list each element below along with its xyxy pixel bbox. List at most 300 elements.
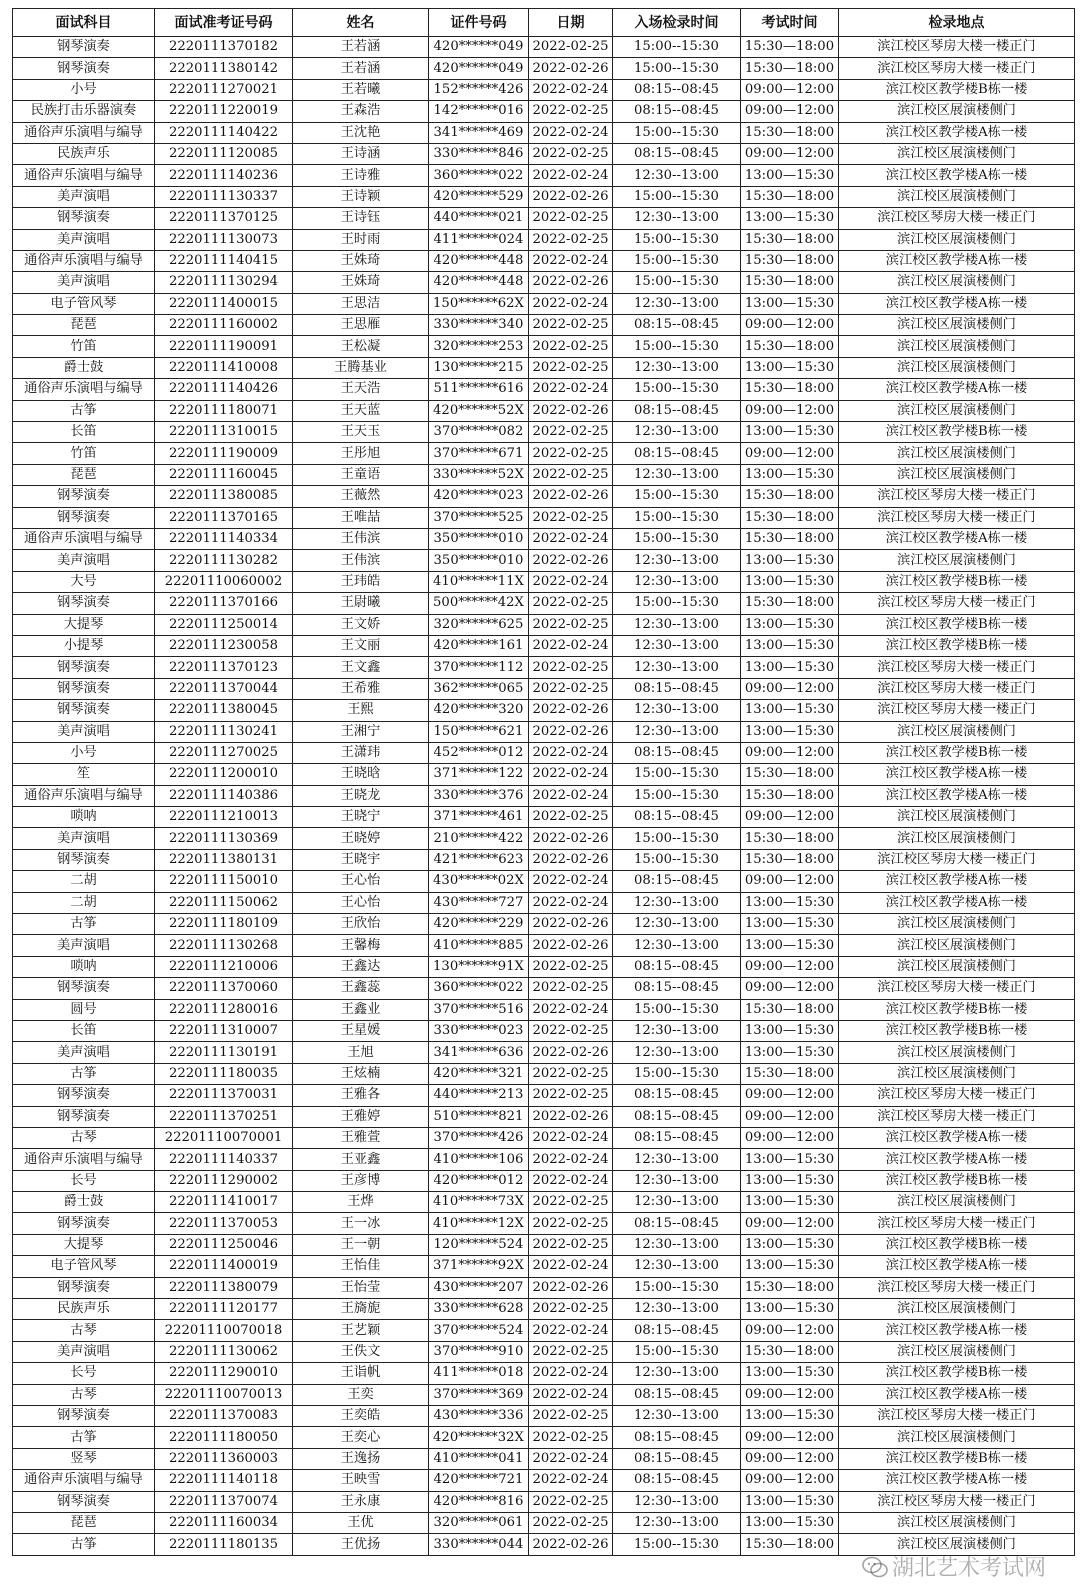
cell-date: 2022-02-25	[529, 1427, 613, 1448]
cell-name: 王文鑫	[293, 657, 429, 678]
cell-checkin-location: 滨江校区展演楼侧门	[839, 1341, 1075, 1362]
table-row	[13, 871, 1075, 892]
cell-date: 2022-02-25	[529, 1213, 613, 1234]
cell-ticket-number: 2220111370125	[155, 208, 293, 229]
cell-date: 2022-02-25	[529, 1341, 613, 1362]
cell-ticket-number: 2220111180035	[155, 1063, 293, 1084]
cell-id-number: 410******885	[429, 935, 529, 956]
cell-checkin-location: 滨江校区展演楼侧门	[839, 272, 1075, 293]
cell-subject: 钢琴演奏	[13, 1085, 155, 1106]
table-row	[13, 978, 1075, 999]
cell-date: 2022-02-26	[529, 486, 613, 507]
cell-checkin-time: 12:30--13:00	[613, 571, 741, 592]
cell-date: 2022-02-26	[529, 1277, 613, 1298]
cell-ticket-number: 2220111210006	[155, 956, 293, 977]
cell-id-number: 421******623	[429, 849, 529, 870]
cell-id-number: 430******336	[429, 1406, 529, 1427]
cell-exam-time: 15:30—18:00	[741, 593, 839, 614]
cell-checkin-location: 滨江校区展演楼侧门	[839, 400, 1075, 421]
cell-id-number: 130******91X	[429, 956, 529, 977]
cell-id-number: 420******049	[429, 37, 529, 58]
cell-name: 王天浩	[293, 379, 429, 400]
cell-id-number: 330******52X	[429, 464, 529, 485]
cell-exam-time: 13:00—15:30	[741, 914, 839, 935]
cell-subject: 电子管风琴	[13, 1256, 155, 1277]
cell-exam-time: 15:30—18:00	[741, 122, 839, 143]
table-row	[13, 101, 1075, 122]
cell-checkin-location: 滨江校区琴房大楼一楼正门	[839, 507, 1075, 528]
cell-checkin-location: 滨江校区教学楼A栋一楼	[839, 1127, 1075, 1148]
table-row	[13, 293, 1075, 314]
cell-checkin-location: 滨江校区展演楼侧门	[839, 550, 1075, 571]
cell-checkin-time: 15:00--15:30	[613, 250, 741, 271]
cell-ticket-number: 22201110060002	[155, 571, 293, 592]
cell-checkin-location: 滨江校区教学楼B栋一楼	[839, 1234, 1075, 1255]
cell-name: 王雅各	[293, 1085, 429, 1106]
table-row	[13, 1470, 1075, 1491]
cell-name: 王旭	[293, 1042, 429, 1063]
cell-checkin-location: 滨江校区展演楼侧门	[839, 229, 1075, 250]
cell-date: 2022-02-25	[529, 1192, 613, 1213]
table-row	[13, 1299, 1075, 1320]
cell-checkin-time: 15:00--15:30	[613, 186, 741, 207]
cell-name: 王尉曦	[293, 593, 429, 614]
table-row	[13, 742, 1075, 763]
cell-exam-time: 13:00—15:30	[741, 208, 839, 229]
cell-ticket-number: 2220111290010	[155, 1363, 293, 1384]
cell-checkin-time: 12:30--13:00	[613, 1491, 741, 1512]
cell-checkin-location: 滨江校区展演楼侧门	[839, 357, 1075, 378]
cell-subject: 美声演唱	[13, 550, 155, 571]
cell-exam-time: 13:00—15:30	[741, 165, 839, 186]
cell-checkin-time: 12:30--13:00	[613, 1149, 741, 1170]
cell-checkin-time: 15:00--15:30	[613, 1277, 741, 1298]
cell-id-number: 150******62X	[429, 293, 529, 314]
cell-id-number: 330******846	[429, 143, 529, 164]
cell-id-number: 320******061	[429, 1512, 529, 1533]
table-row	[13, 657, 1075, 678]
cell-date: 2022-02-25	[529, 657, 613, 678]
cell-ticket-number: 2220111270025	[155, 742, 293, 763]
cell-name: 王奕	[293, 1384, 429, 1405]
table-row	[13, 1512, 1075, 1533]
cell-name: 王彦博	[293, 1170, 429, 1191]
cell-subject: 通俗声乐演唱与编导	[13, 250, 155, 271]
cell-checkin-time: 12:30--13:00	[613, 635, 741, 656]
cell-checkin-time: 08:15--08:45	[613, 315, 741, 336]
cell-name: 王一冰	[293, 1213, 429, 1234]
cell-subject: 通俗声乐演唱与编导	[13, 1149, 155, 1170]
table-row	[13, 37, 1075, 58]
cell-name: 王沈艳	[293, 122, 429, 143]
cell-name: 王晓宁	[293, 807, 429, 828]
cell-exam-time: 13:00—15:30	[741, 1234, 839, 1255]
cell-exam-time: 09:00—12:00	[741, 807, 839, 828]
cell-subject: 古筝	[13, 1534, 155, 1555]
table-row	[13, 143, 1075, 164]
cell-exam-time: 09:00—12:00	[741, 1085, 839, 1106]
cell-ticket-number: 2220111140334	[155, 528, 293, 549]
cell-date: 2022-02-25	[529, 614, 613, 635]
cell-checkin-time: 12:30--13:00	[613, 1020, 741, 1041]
cell-date: 2022-02-25	[529, 507, 613, 528]
cell-id-number: 330******628	[429, 1299, 529, 1320]
cell-subject: 钢琴演奏	[13, 486, 155, 507]
cell-name: 王亚鑫	[293, 1149, 429, 1170]
cell-checkin-time: 08:15--08:45	[613, 978, 741, 999]
cell-checkin-time: 12:30--13:00	[613, 1299, 741, 1320]
cell-exam-time: 13:00—15:30	[741, 1363, 839, 1384]
cell-checkin-time: 12:30--13:00	[613, 1234, 741, 1255]
cell-exam-time: 15:30—18:00	[741, 37, 839, 58]
cell-exam-time: 13:00—15:30	[741, 464, 839, 485]
cell-checkin-time: 12:30--13:00	[613, 1363, 741, 1384]
cell-ticket-number: 2220111310015	[155, 422, 293, 443]
cell-subject: 钢琴演奏	[13, 657, 155, 678]
cell-subject: 美声演唱	[13, 1341, 155, 1362]
cell-ticket-number: 2220111180071	[155, 400, 293, 421]
table-row	[13, 507, 1075, 528]
cell-name: 王熙	[293, 700, 429, 721]
cell-date: 2022-02-26	[529, 700, 613, 721]
table-row	[13, 79, 1075, 100]
cell-id-number: 371******461	[429, 807, 529, 828]
cell-subject: 圆号	[13, 999, 155, 1020]
table-row	[13, 1020, 1075, 1041]
cell-checkin-location: 滨江校区展演楼侧门	[839, 143, 1075, 164]
cell-date: 2022-02-24	[529, 871, 613, 892]
cell-ticket-number: 2220111370044	[155, 678, 293, 699]
cell-ticket-number: 2220111380045	[155, 700, 293, 721]
cell-checkin-time: 12:30--13:00	[613, 1512, 741, 1533]
cell-subject: 通俗声乐演唱与编导	[13, 1470, 155, 1491]
cell-date: 2022-02-26	[529, 1106, 613, 1127]
cell-date: 2022-02-24	[529, 1363, 613, 1384]
cell-date: 2022-02-24	[529, 999, 613, 1020]
cell-subject: 大提琴	[13, 1234, 155, 1255]
cell-subject: 美声演唱	[13, 186, 155, 207]
cell-date: 2022-02-24	[529, 742, 613, 763]
cell-ticket-number: 2220111160034	[155, 1512, 293, 1533]
cell-checkin-time: 12:30--13:00	[613, 614, 741, 635]
cell-name: 王心怡	[293, 892, 429, 913]
cell-subject: 笙	[13, 764, 155, 785]
cell-ticket-number: 2220111200010	[155, 764, 293, 785]
cell-checkin-location: 滨江校区展演楼侧门	[839, 1192, 1075, 1213]
table-row	[13, 464, 1075, 485]
cell-name: 王童语	[293, 464, 429, 485]
cell-date: 2022-02-25	[529, 978, 613, 999]
cell-id-number: 420******816	[429, 1491, 529, 1512]
cell-checkin-location: 滨江校区展演楼侧门	[839, 1534, 1075, 1555]
cell-checkin-time: 15:00--15:30	[613, 336, 741, 357]
cell-subject: 大号	[13, 571, 155, 592]
cell-id-number: 330******044	[429, 1534, 529, 1555]
cell-checkin-location: 滨江校区琴房大楼一楼正门	[839, 657, 1075, 678]
cell-checkin-time: 08:15--08:45	[613, 807, 741, 828]
cell-exam-time: 09:00—12:00	[741, 1427, 839, 1448]
cell-date: 2022-02-25	[529, 593, 613, 614]
cell-date: 2022-02-24	[529, 379, 613, 400]
cell-exam-time: 13:00—15:30	[741, 1170, 839, 1191]
cell-date: 2022-02-24	[529, 79, 613, 100]
cell-name: 王炫楠	[293, 1063, 429, 1084]
cell-ticket-number: 2220111140386	[155, 785, 293, 806]
cell-checkin-time: 12:30--13:00	[613, 422, 741, 443]
cell-id-number: 440******213	[429, 1085, 529, 1106]
cell-exam-time: 15:30—18:00	[741, 336, 839, 357]
cell-exam-time: 13:00—15:30	[741, 700, 839, 721]
cell-ticket-number: 2220111370123	[155, 657, 293, 678]
cell-exam-time: 15:30—18:00	[741, 58, 839, 79]
table-row	[13, 1234, 1075, 1255]
cell-subject: 民族声乐	[13, 143, 155, 164]
cell-checkin-location: 滨江校区教学楼B栋一楼	[839, 1020, 1075, 1041]
cell-exam-time: 09:00—12:00	[741, 1320, 839, 1341]
table-row	[13, 1256, 1075, 1277]
cell-date: 2022-02-24	[529, 1320, 613, 1341]
cell-checkin-time: 12:30--13:00	[613, 657, 741, 678]
cell-id-number: 341******469	[429, 122, 529, 143]
cell-date: 2022-02-25	[529, 1299, 613, 1320]
cell-ticket-number: 2220111160045	[155, 464, 293, 485]
cell-name: 王唯喆	[293, 507, 429, 528]
cell-name: 王诗雅	[293, 165, 429, 186]
cell-subject: 竹笛	[13, 443, 155, 464]
cell-checkin-location: 滨江校区展演楼侧门	[839, 1512, 1075, 1533]
cell-subject: 通俗声乐演唱与编导	[13, 379, 155, 400]
cell-checkin-location: 滨江校区教学楼B栋一楼	[839, 635, 1075, 656]
cell-date: 2022-02-26	[529, 828, 613, 849]
cell-name: 王文丽	[293, 635, 429, 656]
cell-exam-time: 13:00—15:30	[741, 550, 839, 571]
cell-id-number: 420******161	[429, 635, 529, 656]
cell-id-number: 370******369	[429, 1384, 529, 1405]
cell-date: 2022-02-25	[529, 1406, 613, 1427]
cell-id-number: 410******73X	[429, 1192, 529, 1213]
cell-id-number: 370******082	[429, 422, 529, 443]
cell-id-number: 430******02X	[429, 871, 529, 892]
cell-name: 王腾基业	[293, 357, 429, 378]
table-row	[13, 807, 1075, 828]
cell-date: 2022-02-25	[529, 37, 613, 58]
cell-id-number: 360******022	[429, 978, 529, 999]
cell-id-number: 130******215	[429, 357, 529, 378]
table-row	[13, 828, 1075, 849]
cell-ticket-number: 2220111370251	[155, 1106, 293, 1127]
cell-ticket-number: 2220111370182	[155, 37, 293, 58]
cell-ticket-number: 2220111130073	[155, 229, 293, 250]
cell-checkin-time: 12:30--13:00	[613, 700, 741, 721]
cell-exam-time: 09:00—12:00	[741, 1127, 839, 1148]
cell-ticket-number: 2220111150010	[155, 871, 293, 892]
cell-ticket-number: 2220111290002	[155, 1170, 293, 1191]
cell-checkin-time: 15:00--15:30	[613, 1341, 741, 1362]
cell-checkin-location: 滨江校区教学楼A栋一楼	[839, 165, 1075, 186]
cell-subject: 小号	[13, 79, 155, 100]
cell-subject: 古筝	[13, 1427, 155, 1448]
cell-checkin-location: 滨江校区展演楼侧门	[839, 101, 1075, 122]
table-row	[13, 956, 1075, 977]
cell-id-number: 370******525	[429, 507, 529, 528]
cell-name: 王姝琦	[293, 250, 429, 271]
cell-checkin-time: 08:15--08:45	[613, 1085, 741, 1106]
cell-checkin-time: 08:15--08:45	[613, 1127, 741, 1148]
cell-date: 2022-02-25	[529, 443, 613, 464]
cell-ticket-number: 2220111220019	[155, 101, 293, 122]
cell-subject: 长笛	[13, 422, 155, 443]
table-row	[13, 1149, 1075, 1170]
cell-checkin-time: 12:30--13:00	[613, 550, 741, 571]
cell-date: 2022-02-24	[529, 1256, 613, 1277]
cell-exam-time: 13:00—15:30	[741, 1192, 839, 1213]
cell-checkin-time: 15:00--15:30	[613, 785, 741, 806]
cell-exam-time: 13:00—15:30	[741, 293, 839, 314]
cell-subject: 小提琴	[13, 635, 155, 656]
cell-checkin-location: 滨江校区琴房大楼一楼正门	[839, 1406, 1075, 1427]
cell-subject: 美声演唱	[13, 272, 155, 293]
table-row	[13, 357, 1075, 378]
table-row	[13, 1127, 1075, 1148]
cell-exam-time: 09:00—12:00	[741, 400, 839, 421]
cell-checkin-location: 滨江校区琴房大楼一楼正门	[839, 486, 1075, 507]
cell-checkin-time: 08:15--08:45	[613, 1427, 741, 1448]
cell-checkin-location: 滨江校区展演楼侧门	[839, 721, 1075, 742]
cell-id-number: 452******012	[429, 742, 529, 763]
cell-checkin-location: 滨江校区琴房大楼一楼正门	[839, 1277, 1075, 1298]
cell-checkin-location: 滨江校区教学楼A栋一楼	[839, 785, 1075, 806]
cell-checkin-time: 08:15--08:45	[613, 1448, 741, 1469]
cell-checkin-time: 12:30--13:00	[613, 357, 741, 378]
cell-id-number: 320******625	[429, 614, 529, 635]
cell-name: 王晓宇	[293, 849, 429, 870]
cell-exam-time: 15:30—18:00	[741, 528, 839, 549]
cell-subject: 古琴	[13, 1320, 155, 1341]
table-row	[13, 1427, 1075, 1448]
cell-checkin-location: 滨江校区琴房大楼一楼正门	[839, 1106, 1075, 1127]
cell-id-number: 370******112	[429, 657, 529, 678]
cell-id-number: 120******524	[429, 1234, 529, 1255]
table-body	[13, 37, 1075, 1556]
cell-date: 2022-02-24	[529, 571, 613, 592]
cell-name: 王彤旭	[293, 443, 429, 464]
table-row	[13, 1320, 1075, 1341]
cell-checkin-time: 08:15--08:45	[613, 1320, 741, 1341]
cell-id-number: 440******021	[429, 208, 529, 229]
cell-checkin-time: 08:15--08:45	[613, 1470, 741, 1491]
cell-id-number: 330******376	[429, 785, 529, 806]
cell-exam-time: 13:00—15:30	[741, 1491, 839, 1512]
cell-subject: 古琴	[13, 1127, 155, 1148]
cell-subject: 竹笛	[13, 336, 155, 357]
cell-date: 2022-02-24	[529, 764, 613, 785]
cell-id-number: 152******426	[429, 79, 529, 100]
cell-ticket-number: 2220111180135	[155, 1534, 293, 1555]
cell-ticket-number: 2220111370165	[155, 507, 293, 528]
col-header-name: 姓名	[293, 9, 429, 37]
cell-ticket-number: 2220111370060	[155, 978, 293, 999]
exam-schedule-table	[12, 8, 1075, 1556]
cell-ticket-number: 2220111270021	[155, 79, 293, 100]
cell-checkin-time: 08:15--08:45	[613, 871, 741, 892]
cell-exam-time: 15:30—18:00	[741, 785, 839, 806]
cell-name: 王晓晗	[293, 764, 429, 785]
cell-ticket-number: 2220111130191	[155, 1042, 293, 1063]
cell-checkin-time: 15:00--15:30	[613, 1063, 741, 1084]
cell-exam-time: 13:00—15:30	[741, 635, 839, 656]
cell-id-number: 430******727	[429, 892, 529, 913]
cell-name: 王天蓝	[293, 400, 429, 421]
cell-subject: 唢呐	[13, 956, 155, 977]
cell-subject: 美声演唱	[13, 229, 155, 250]
cell-exam-time: 09:00—12:00	[741, 978, 839, 999]
cell-checkin-time: 12:30--13:00	[613, 464, 741, 485]
cell-subject: 钢琴演奏	[13, 507, 155, 528]
table-row	[13, 486, 1075, 507]
cell-exam-time: 13:00—15:30	[741, 357, 839, 378]
cell-id-number: 350******010	[429, 528, 529, 549]
cell-checkin-location: 滨江校区琴房大楼一楼正门	[839, 208, 1075, 229]
cell-subject: 古筝	[13, 1063, 155, 1084]
table-row	[13, 422, 1075, 443]
table-row	[13, 914, 1075, 935]
cell-checkin-time: 12:30--13:00	[613, 165, 741, 186]
table-row	[13, 443, 1075, 464]
cell-id-number: 330******340	[429, 315, 529, 336]
cell-ticket-number: 22201110070013	[155, 1384, 293, 1405]
cell-id-number: 370******516	[429, 999, 529, 1020]
cell-checkin-time: 08:15--08:45	[613, 956, 741, 977]
cell-id-number: 410******12X	[429, 1213, 529, 1234]
cell-ticket-number: 2220111380079	[155, 1277, 293, 1298]
cell-ticket-number: 2220111190009	[155, 443, 293, 464]
cell-exam-time: 09:00—12:00	[741, 1384, 839, 1405]
table-row	[13, 849, 1075, 870]
cell-date: 2022-02-26	[529, 400, 613, 421]
cell-exam-time: 13:00—15:30	[741, 1299, 839, 1320]
cell-checkin-time: 15:00--15:30	[613, 507, 741, 528]
cell-subject: 美声演唱	[13, 721, 155, 742]
cell-id-number: 320******253	[429, 336, 529, 357]
cell-ticket-number: 2220111130268	[155, 935, 293, 956]
cell-checkin-location: 滨江校区琴房大楼一楼正门	[839, 37, 1075, 58]
cell-checkin-location: 滨江校区展演楼侧门	[839, 1299, 1075, 1320]
cell-exam-time: 09:00—12:00	[741, 143, 839, 164]
cell-name: 王星媛	[293, 1020, 429, 1041]
col-header-date: 日期	[529, 9, 613, 37]
cell-name: 王若涵	[293, 37, 429, 58]
cell-checkin-location: 滨江校区教学楼A栋一楼	[839, 892, 1075, 913]
cell-ticket-number: 22201110070018	[155, 1320, 293, 1341]
col-header-checkin-location: 检录地点	[839, 9, 1075, 37]
cell-id-number: 430******207	[429, 1277, 529, 1298]
cell-exam-time: 09:00—12:00	[741, 1106, 839, 1127]
cell-name: 王艺颖	[293, 1320, 429, 1341]
cell-exam-time: 13:00—15:30	[741, 1020, 839, 1041]
cell-date: 2022-02-24	[529, 1149, 613, 1170]
cell-subject: 长号	[13, 1170, 155, 1191]
cell-checkin-location: 滨江校区展演楼侧门	[839, 336, 1075, 357]
cell-checkin-location: 滨江校区琴房大楼一楼正门	[839, 978, 1075, 999]
cell-name: 王森浩	[293, 101, 429, 122]
table-row	[13, 700, 1075, 721]
cell-subject: 琵琶	[13, 315, 155, 336]
cell-id-number: 371******92X	[429, 1256, 529, 1277]
cell-checkin-time: 12:30--13:00	[613, 208, 741, 229]
cell-subject: 古筝	[13, 400, 155, 421]
cell-exam-time: 09:00—12:00	[741, 101, 839, 122]
cell-checkin-location: 滨江校区教学楼A栋一楼	[839, 1470, 1075, 1491]
